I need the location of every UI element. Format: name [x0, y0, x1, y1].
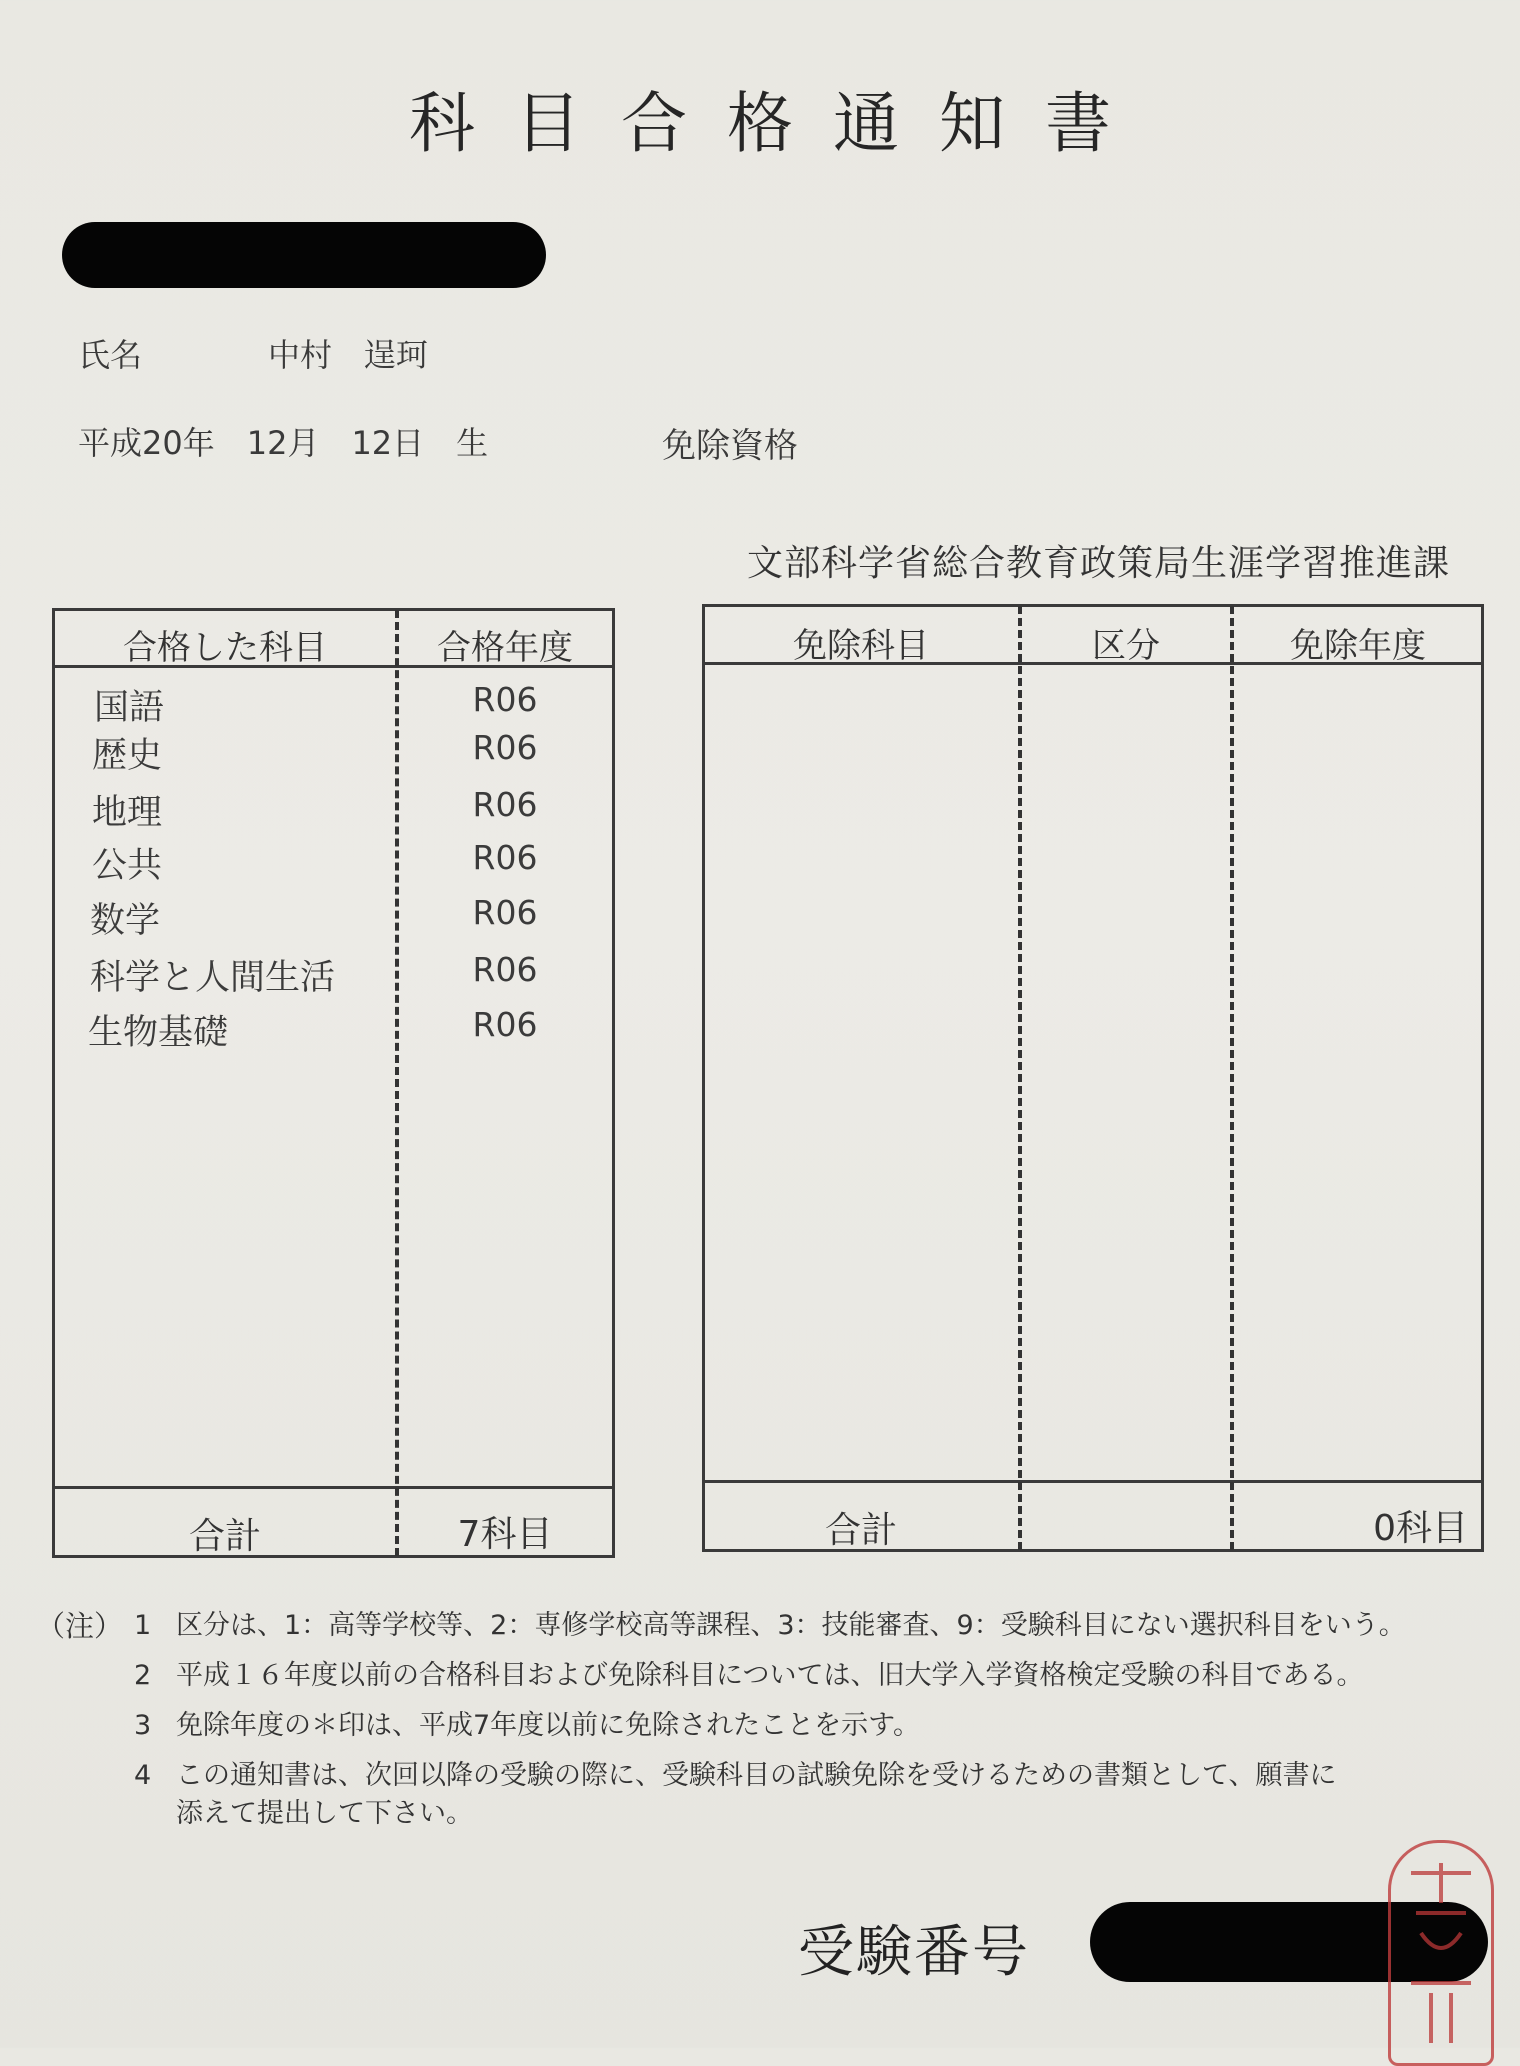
name-label: 氏名: [78, 336, 143, 374]
exempt-subject-header: 免除科目: [793, 626, 929, 666]
official-seal-stamp: [1388, 1840, 1494, 2066]
note-3-text: 免除年度の＊印は、平成7年度以前に免除されたことを示す。: [176, 1710, 921, 1741]
exempt-table-total-line: [702, 1480, 1484, 1483]
note-2-number: 2: [134, 1660, 152, 1691]
redacted-area-top: [62, 222, 546, 288]
document-title: 科目合格通知書: [409, 85, 1151, 162]
note-2-text: 平成１６年度以前の合格科目および免除科目については、旧大学入学資格検定受験の科目である。: [176, 1660, 1364, 1691]
exempt-table-divider-1: [1018, 606, 1022, 1550]
passed-year-5: R06: [472, 893, 538, 932]
passed-subject-7: 生物基礎: [88, 1013, 229, 1053]
note-4-text: この通知書は、次回以降の受験の際に、受験科目の試験免除を受けるための書類として、願書に: [176, 1760, 1337, 1791]
name-value: 中村 逞珂: [268, 336, 429, 374]
exempt-table-divider-2: [1230, 606, 1234, 1550]
exempt-year-header: 免除年度: [1290, 626, 1426, 666]
exempt-subjects-table: [702, 604, 1484, 1552]
passed-table-column-divider: [395, 610, 399, 1556]
passed-year-header: 合格年度: [437, 628, 573, 668]
note-1-text: 区分は、1：高等学校等、2：専修学校高等課程、3：技能審査、9：受験科目にない選択科目をいう。: [176, 1610, 1406, 1641]
passed-year-4: R06: [472, 838, 538, 877]
passed-total-value: 7科目: [457, 1514, 553, 1555]
passed-table-total-line: [52, 1486, 615, 1489]
exemption-qualification-label: 免除資格: [662, 426, 798, 466]
birth-date: 平成20年 12月 12日 生: [78, 424, 489, 462]
seal-strokes: [1391, 1843, 1491, 2053]
exam-number-label: 受験番号: [798, 1920, 1030, 1985]
passed-year-7: R06: [472, 1005, 538, 1044]
note-1-number: 1: [134, 1610, 152, 1641]
exempt-category-header: 区分: [1092, 626, 1160, 666]
notes-label: （注）: [36, 1609, 124, 1643]
passed-subject-4: 公共: [92, 846, 163, 886]
passed-subject-5: 数学: [90, 901, 161, 941]
passed-subject-1: 国語: [94, 688, 165, 728]
passed-subject-6: 科学と人間生活: [90, 958, 336, 998]
passed-year-1: R06: [472, 680, 538, 719]
passed-year-6: R06: [472, 950, 538, 989]
exempt-total-value: 0科目: [1373, 1508, 1468, 1549]
note-3-number: 3: [134, 1710, 152, 1741]
issuing-office: 文部科学省総合教育政策局生涯学習推進課: [746, 543, 1450, 584]
passed-year-2: R06: [472, 728, 538, 767]
passed-total-label: 合計: [188, 1516, 261, 1557]
passed-subject-3: 地理: [92, 793, 163, 833]
passed-subject-2: 歴史: [92, 736, 163, 776]
note-4-text-continued: 添えて提出して下さい。: [176, 1798, 473, 1829]
exempt-total-label: 合計: [824, 1510, 897, 1551]
passed-year-3: R06: [472, 785, 538, 824]
passed-subject-header: 合格した科目: [123, 628, 327, 668]
note-4-number: 4: [134, 1760, 152, 1791]
